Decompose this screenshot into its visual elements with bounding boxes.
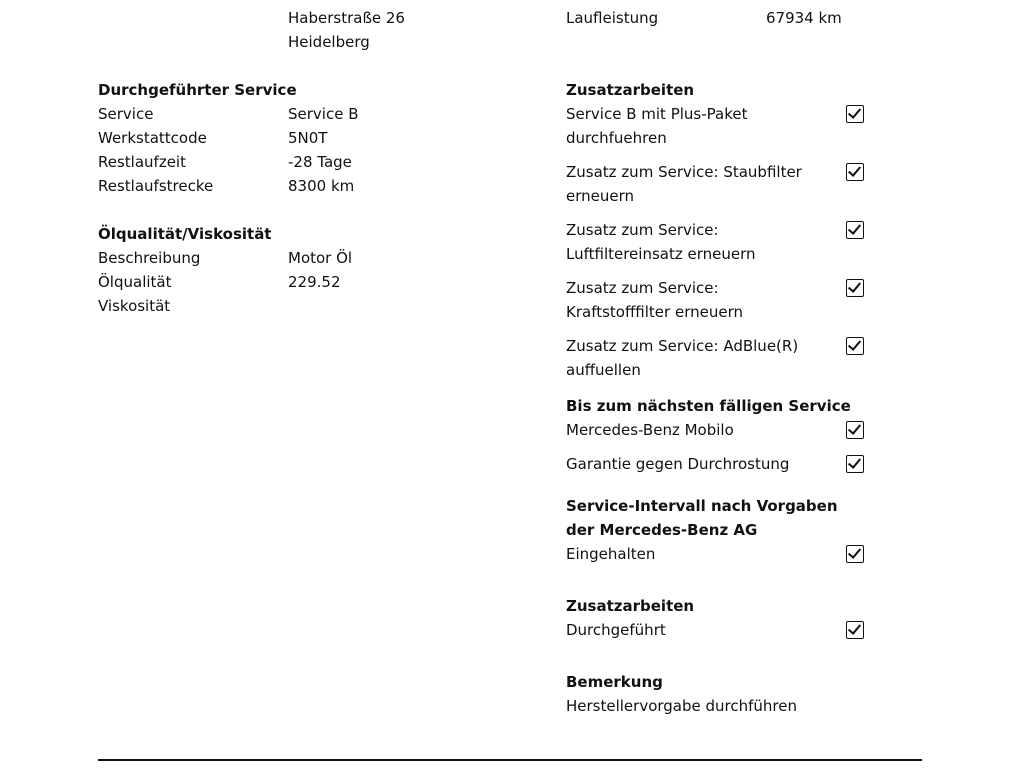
extra-work2-title: Zusatzarbeiten <box>566 597 695 615</box>
row-value: Motor Öl <box>288 249 353 267</box>
list-item <box>566 334 866 382</box>
checkbox-checked-icon[interactable] <box>846 545 864 563</box>
interval-title: Service-Intervall nach Vorgaben der Mercedes-Benz AG <box>566 497 838 539</box>
oil-description-row <box>98 246 538 270</box>
interval-title-wrap <box>566 494 866 542</box>
next-service-title: Bis zum nächsten fälligen Service <box>566 397 851 415</box>
checkbox-checked-icon[interactable] <box>846 455 864 473</box>
item-text: Eingehalten <box>566 545 656 563</box>
list-item <box>566 218 866 266</box>
extra-work2-section <box>566 594 866 642</box>
mileage-row <box>566 6 866 30</box>
extra-work-title: Zusatzarbeiten <box>566 81 695 99</box>
footer-divider <box>98 759 922 761</box>
service-section-title: Durchgeführter Service <box>98 81 297 99</box>
item-text: Zusatz zum Service: AdBlue(R) auffuellen <box>566 337 799 379</box>
item-text: Durchgeführt <box>566 621 666 639</box>
oil-quality-row <box>98 270 538 294</box>
row-value: -28 Tage <box>288 153 352 171</box>
service-row <box>98 102 538 126</box>
mileage-label: Laufleistung <box>566 9 659 27</box>
row-label: Ölqualität <box>98 273 172 291</box>
remaining-distance-row <box>98 174 538 198</box>
item-text: Mercedes-Benz Mobilo <box>566 421 734 439</box>
list-item <box>566 618 866 642</box>
item-text: Zusatz zum Service: Staubfilter erneuern <box>566 163 802 205</box>
row-label: Service <box>98 105 154 123</box>
row-value: 8300 km <box>288 177 355 195</box>
checkbox-checked-icon[interactable] <box>846 279 864 297</box>
spacer <box>566 30 866 54</box>
row-label: Werkstattcode <box>98 129 207 147</box>
row-label: Viskosität <box>98 297 171 315</box>
row-value: Service B <box>288 105 359 123</box>
viscosity-row <box>98 294 538 318</box>
list-item <box>566 276 866 324</box>
mileage-value: 67934 km <box>766 9 842 27</box>
item-text: Garantie gegen Durchrostung <box>566 455 790 473</box>
left-column <box>98 6 538 318</box>
remark-text: Herstellervorgabe durchführen <box>566 697 798 715</box>
checkbox-checked-icon[interactable] <box>846 105 864 123</box>
remaining-time-row <box>98 150 538 174</box>
remark-section <box>566 670 866 718</box>
list-item <box>566 160 866 208</box>
address-city: Heidelberg <box>288 33 370 51</box>
row-value: 229.52 <box>288 273 341 291</box>
item-text: Zusatz zum Service: Kraftstofffilter erneuern <box>566 279 743 321</box>
list-item <box>566 102 866 150</box>
row-label: Restlaufzeit <box>98 153 186 171</box>
interval-section <box>566 494 866 566</box>
right-column <box>566 6 866 718</box>
checkbox-checked-icon[interactable] <box>846 163 864 181</box>
workshop-code-row <box>98 126 538 150</box>
list-item <box>566 542 866 566</box>
list-item <box>566 452 866 476</box>
row-label: Beschreibung <box>98 249 201 267</box>
address-street: Haberstraße 26 <box>288 9 405 27</box>
checkbox-checked-icon[interactable] <box>846 621 864 639</box>
checkbox-checked-icon[interactable] <box>846 421 864 439</box>
extra-work-section <box>566 78 866 382</box>
oil-section-title: Ölqualität/Viskosität <box>98 225 272 243</box>
row-value: 5N0T <box>288 129 328 147</box>
next-service-section <box>566 394 866 476</box>
item-text: Zusatz zum Service: Luftfiltereinsatz erneuern <box>566 221 756 263</box>
service-section <box>98 78 538 198</box>
row-label: Restlaufstrecke <box>98 177 214 195</box>
remark-title: Bemerkung <box>566 673 663 691</box>
item-text: Service B mit Plus-Paket durchfuehren <box>566 105 748 147</box>
checkbox-checked-icon[interactable] <box>846 221 864 239</box>
list-item <box>566 418 866 442</box>
oil-section <box>98 222 538 318</box>
checkbox-checked-icon[interactable] <box>846 337 864 355</box>
